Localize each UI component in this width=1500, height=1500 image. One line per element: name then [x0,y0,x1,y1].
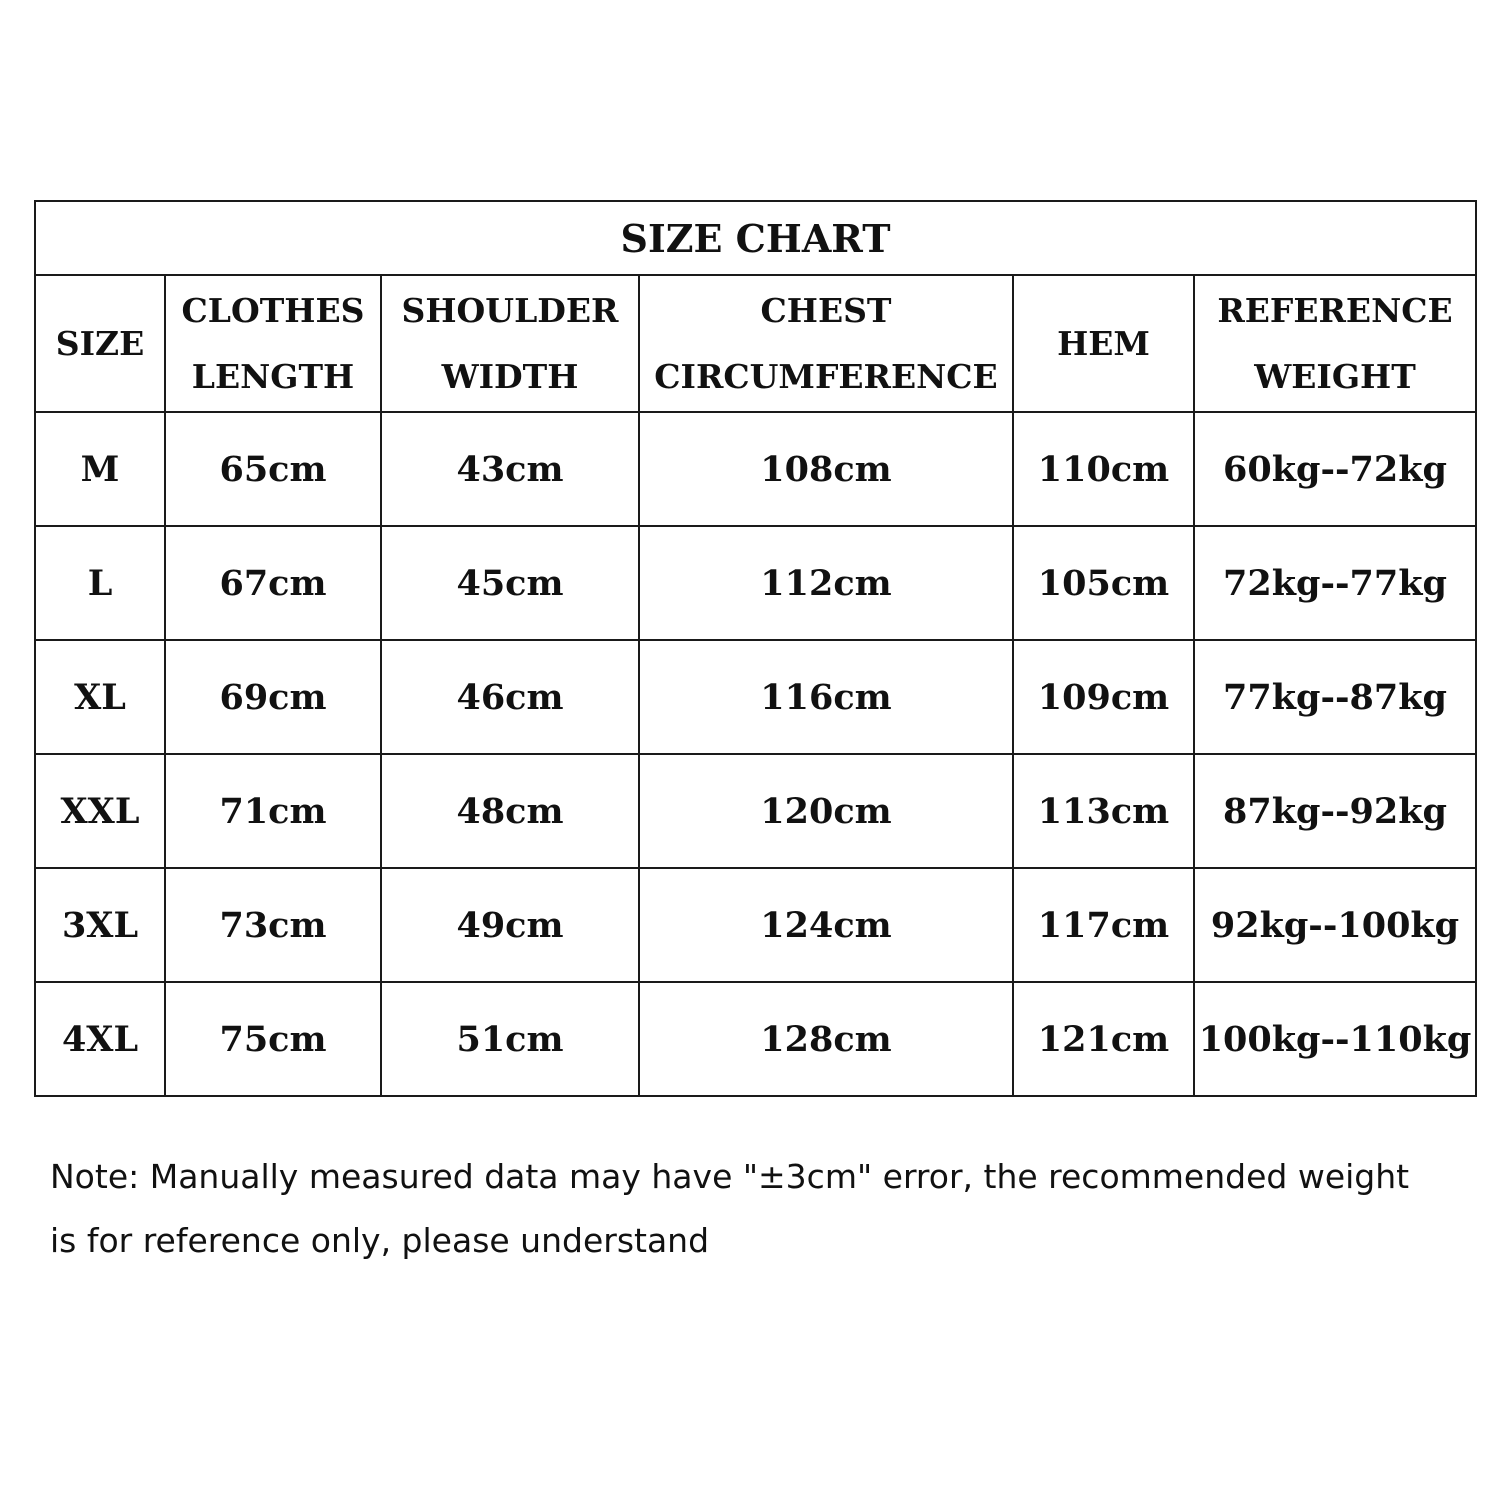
col-header-size [35,275,165,412]
size-chart-table [34,200,1477,1097]
col-header-chest-circumference [639,275,1013,412]
col-header-reference-weight [1194,275,1476,412]
shoulder-width-cell: 45cm [381,526,639,640]
chest-circumference-cell: 112cm [639,526,1013,640]
header-line: LENGTH [191,356,355,396]
clothes-length-cell: 75cm [165,982,381,1096]
title-row [35,201,1476,275]
chest-circumference-cell: 116cm [639,640,1013,754]
shoulder-width-cell: 49cm [381,868,639,982]
reference-weight-cell: 77kg--87kg [1194,640,1476,754]
chest-circumference-cell: 108cm [639,412,1013,526]
shoulder-width-cell: 48cm [381,754,639,868]
clothes-length-cell: 71cm [165,754,381,868]
hem-cell: 109cm [1013,640,1194,754]
size-cell: L [35,526,165,640]
header-line: SHOULDER [401,290,619,330]
size-cell: XL [35,640,165,754]
hem-cell: 105cm [1013,526,1194,640]
clothes-length-cell: 69cm [165,640,381,754]
chest-circumference-cell: 120cm [639,754,1013,868]
col-header-shoulder-width [381,275,639,412]
table-row [35,982,1476,1096]
table-title: SIZE CHART [35,201,1476,275]
reference-weight-cell: 92kg--100kg [1194,868,1476,982]
table-row [35,754,1476,868]
chest-circumference-cell: 128cm [639,982,1013,1096]
chest-circumference-cell: 124cm [639,868,1013,982]
note-line-2: is for reference only, please understand [50,1221,710,1260]
size-cell: 3XL [35,868,165,982]
header-line: CIRCUMFERENCE [654,356,998,396]
header-line: SIZE [55,323,145,363]
clothes-length-cell: 67cm [165,526,381,640]
col-header-clothes-length [165,275,381,412]
shoulder-width-cell: 51cm [381,982,639,1096]
table-row [35,526,1476,640]
header-line: CLOTHES [181,290,365,330]
size-cell: 4XL [35,982,165,1096]
header-line: WEIGHT [1254,356,1416,396]
header-row [35,275,1476,412]
header-line: REFERENCE [1217,290,1453,330]
size-cell: M [35,412,165,526]
clothes-length-cell: 65cm [165,412,381,526]
note-line-1: Note: Manually measured data may have "±3cm" error, the recommended weight [50,1157,1410,1196]
table-row [35,412,1476,526]
reference-weight-cell: 72kg--77kg [1194,526,1476,640]
header-line: WIDTH [441,356,579,396]
hem-cell: 113cm [1013,754,1194,868]
header-line: CHEST [760,290,892,330]
col-header-hem [1013,275,1194,412]
table-row [35,640,1476,754]
table-row [35,868,1476,982]
hem-cell: 121cm [1013,982,1194,1096]
hem-cell: 110cm [1013,412,1194,526]
header-line: HEM [1057,323,1150,363]
size-cell: XXL [35,754,165,868]
shoulder-width-cell: 43cm [381,412,639,526]
shoulder-width-cell: 46cm [381,640,639,754]
clothes-length-cell: 73cm [165,868,381,982]
measurement-note [50,1145,1470,1273]
reference-weight-cell: 87kg--92kg [1194,754,1476,868]
reference-weight-cell: 60kg--72kg [1194,412,1476,526]
hem-cell: 117cm [1013,868,1194,982]
reference-weight-cell: 100kg--110kg [1194,982,1476,1096]
